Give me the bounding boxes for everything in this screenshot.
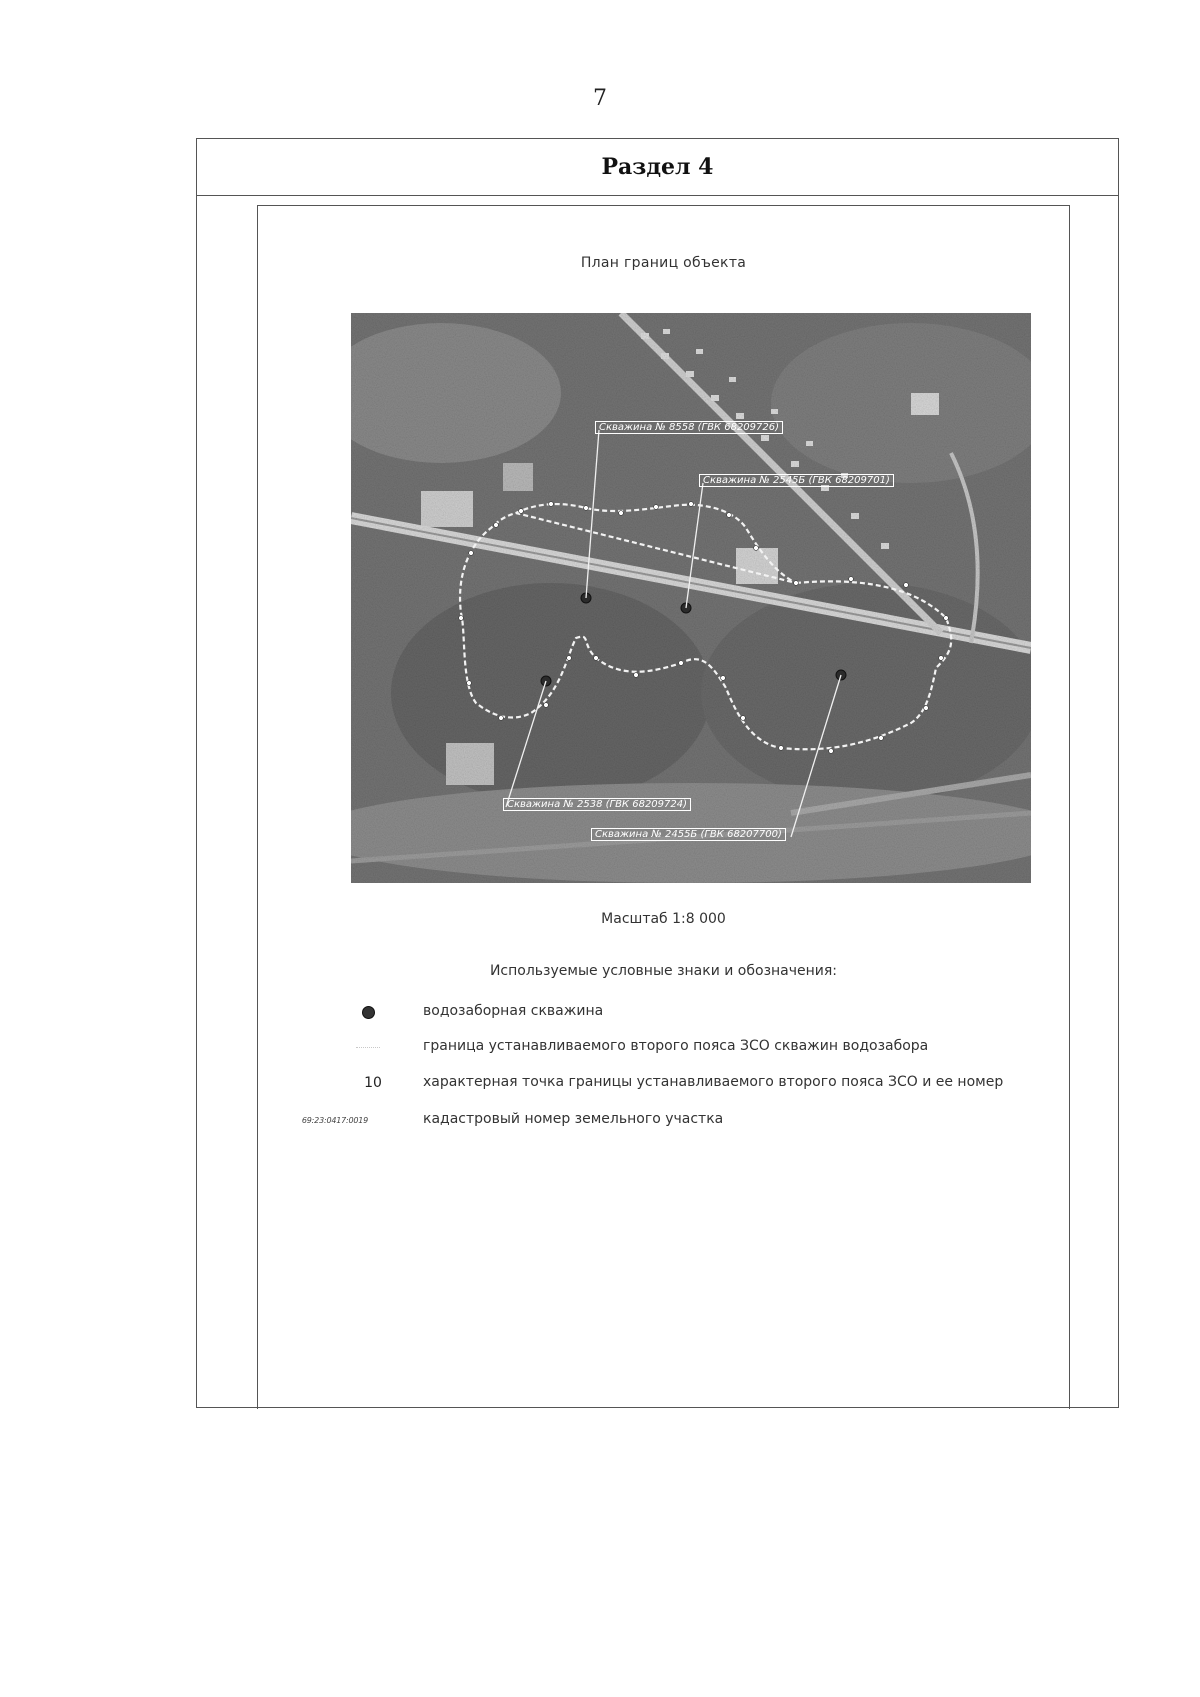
legend-item-boundary (258, 1036, 1071, 1058)
legend-text: водозаборная скважина (423, 1003, 604, 1019)
legend-item-well (258, 1001, 1071, 1023)
document-frame (196, 138, 1119, 1408)
well-icon (362, 1006, 375, 1019)
cadastral-number-symbol: 69:23:0417:0019 (301, 1115, 369, 1125)
legend-text: характерная точка границы устанавливаемого второго пояса ЗСО и ее номер (423, 1074, 1004, 1090)
boundary-line-icon (356, 1047, 380, 1048)
legend-text: кадастровый номер земельного участка (423, 1111, 724, 1127)
section-header (197, 139, 1118, 196)
plan-title: План границ объекта (580, 255, 747, 271)
map-well-label-1: Скважина № 8558 (ГВК 68209726) (595, 421, 783, 434)
point-number-symbol: 10 (364, 1075, 382, 1091)
legend-text: граница устанавливаемого второго пояса ЗСО скважин водозабора (423, 1038, 929, 1054)
page-number: 7 (593, 86, 607, 111)
map-scale: Масштаб 1:8 000 (601, 911, 726, 927)
legend-title: Используемые условные знаки и обозначения: (489, 963, 838, 979)
legend-item-point (258, 1072, 1071, 1094)
plan-panel (257, 205, 1070, 1409)
map-well-label-4: Скважина № 2455Б (ГВК 68207700) (591, 828, 786, 841)
section-title: Раздел 4 (601, 154, 714, 180)
map-well-label-2: Скважина № 2545Б (ГВК 68209701) (699, 474, 894, 487)
aerial-map (351, 313, 1031, 883)
map-well-label-3: Скважина № 2538 (ГВК 68209724) (503, 798, 691, 811)
legend-item-cadastral (258, 1109, 1071, 1131)
